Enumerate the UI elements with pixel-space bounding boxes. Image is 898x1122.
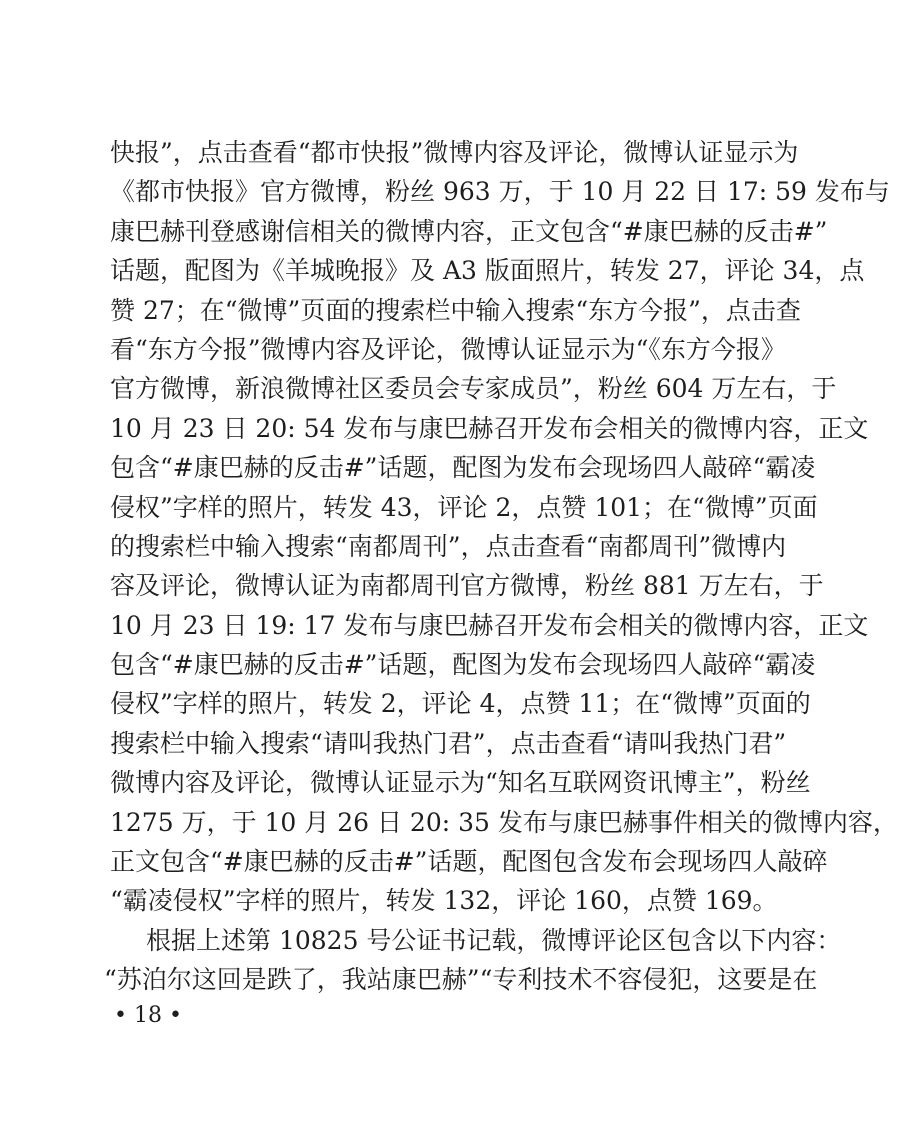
text-line: 侵权”字样的照片，转发 2，评论 4，点赞 11；在“微博”页面的 <box>110 689 811 719</box>
text-line: 侵权”字样的照片，转发 43，评论 2，点赞 101；在“微博”页面 <box>110 492 818 522</box>
text-line: 话题，配图为《羊城晚报》及 A3 版面照片，转发 27，评论 34，点 <box>110 256 865 286</box>
text-line: 10 月 23 日 20: 54 发布与康巴赫召开发布会相关的微博内容，正文 <box>110 413 869 443</box>
text-line: 《都市快报》官方微博，粉丝 963 万，于 10 月 22 日 17: 59 发布与 <box>110 177 890 207</box>
document-body <box>104 133 898 1000</box>
text-line: 正文包含“#康巴赫的反击#”话题，配图包含发布会现场四人敲碎 <box>110 847 828 877</box>
text-line: 1275 万，于 10 月 26 日 20: 35 发布与康巴赫事件相关的微博内容， <box>110 807 898 837</box>
text-line: 容及评论，微博认证为南都周刊官方微博，粉丝 881 万左右，于 <box>110 571 824 601</box>
text-line: 官方微博，新浪微博社区委员会专家成员”，粉丝 604 万左右，于 <box>110 374 837 404</box>
text-line: 的搜索栏中输入搜索“南都周刊”，点击查看“南都周刊”微博内 <box>110 531 787 561</box>
text-line: 10 月 23 日 19: 17 发布与康巴赫召开发布会相关的微博内容，正文 <box>110 610 869 640</box>
text-line: 看“东方今报”微博内容及评论，微博认证显示为“《东方今报》 <box>110 334 786 364</box>
text-line: 搜索栏中输入搜索“请叫我热门君”，点击查看“请叫我热门君” <box>110 728 787 758</box>
text-line: 康巴赫刊登感谢信相关的微博内容，正文包含“#康巴赫的反击#” <box>110 216 828 246</box>
text-line: “苏泊尔这回是跌了，我站康巴赫”“专利技术不容侵犯，这要是在 <box>104 965 818 995</box>
page-number: • 18 • <box>114 1003 182 1028</box>
text-line: 快报”，点击查看“都市快报”微博内容及评论，微博认证显示为 <box>110 138 799 167</box>
text-line: 赞 27；在“微博”页面的搜索栏中输入搜索“东方今报”，点击查 <box>110 295 801 325</box>
text-line: 包含“#康巴赫的反击#”话题，配图为发布会现场四人敲碎“霸凌 <box>110 453 816 483</box>
paragraph-start-line: 根据上述第 10825 号公证书记载，微博评论区包含以下内容： <box>146 925 842 955</box>
text-line: “霸凌侵权”字样的照片，转发 132，评论 160，点赞 169。 <box>110 886 778 916</box>
text-line: 包含“#康巴赫的反击#”话题，配图为发布会现场四人敲碎“霸凌 <box>110 650 816 680</box>
text-line: 微博内容及评论，微博认证显示为“知名互联网资讯博主”，粉丝 <box>110 768 811 798</box>
